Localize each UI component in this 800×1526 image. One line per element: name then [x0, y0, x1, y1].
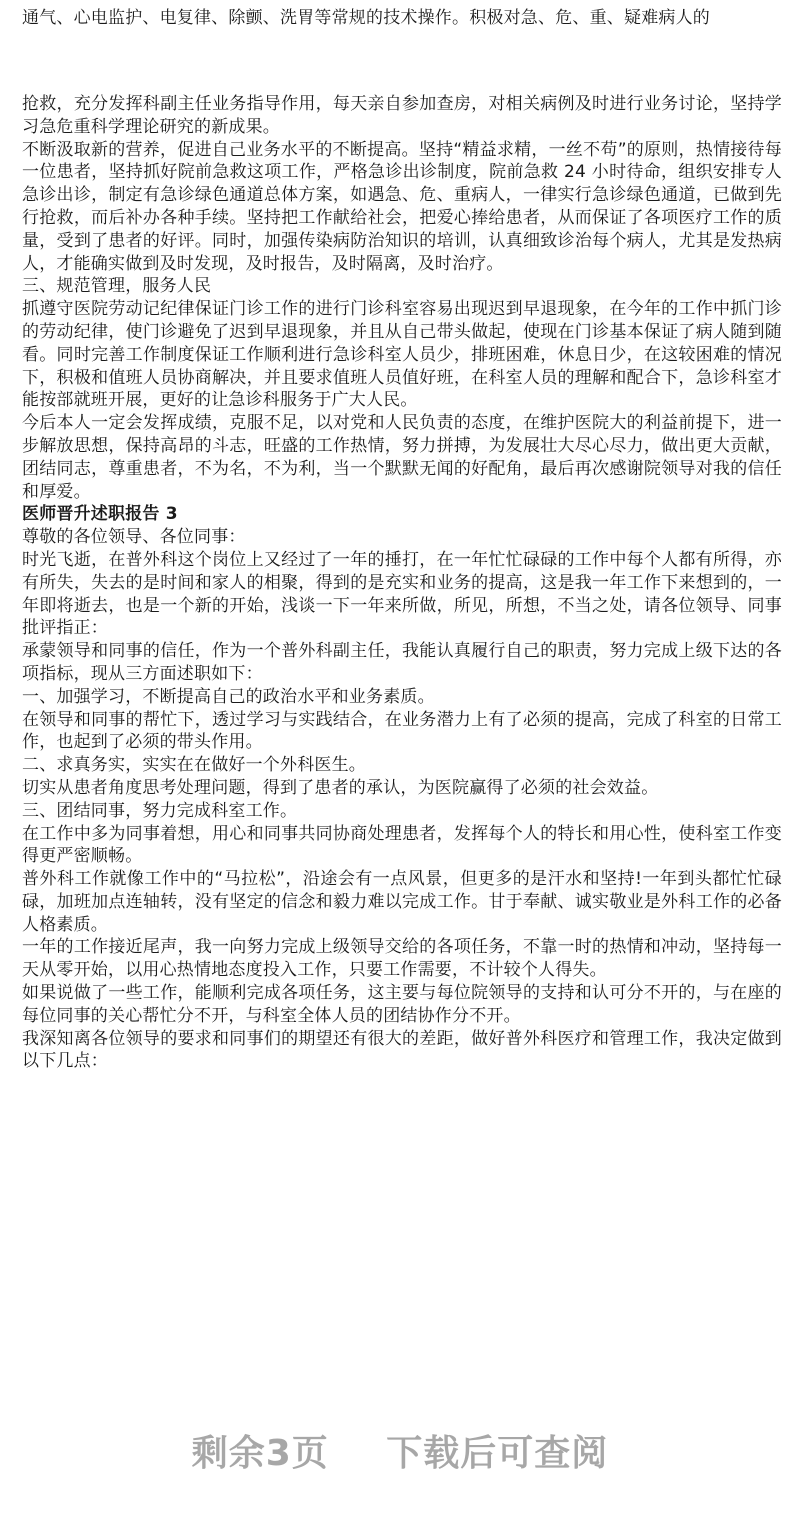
salutation: 尊敬的各位领导、各位同事： — [22, 527, 246, 548]
paragraph: 在工作中多为同事着想，用心和同事共同协商处理患者，发挥每个人的特长和用心性，使科室工作变得更严密顺畅。 — [22, 823, 782, 867]
paragraph: 如果说做了一些工作，能顺利完成各项任务，这主要与每位院领导的支持和认可分不开的，与在座的每位同事的关心帮忙分不开，与科室全体人员的团结协作分不开。 — [22, 983, 782, 1026]
section-heading: 二、求真务实，实实在在做好一个外科医生。 — [22, 755, 366, 776]
remaining-pages-text: 剩余3页 — [191, 1433, 329, 1474]
paragraph: 我深知离各位领导的要求和同事们的期望还有很大的差距，做好普外科医疗和管理工作，我决定做到以下几点： — [22, 1028, 782, 1072]
paragraph: 抓遵守医院劳动记纪律保证门诊工作的进行门诊科室容易出现迟到早退现象，在今年的工作中抓门诊的劳动纪律，使门诊避免了迟到早退现象，并且从自己带头做起，使现在门诊基本保证了病人随到随看。同时完善工作制度保证工作顺利进行急诊科室人员少，排班困难，休息日少，在这较困难的情况下，积极和值班人员协商解决，并且要求值班人员值好班，在科室人员的理解和配合下，急诊科室才能按部就班开展，更好的让急诊科服务于广大人民。 — [22, 299, 782, 411]
section-heading: 三、团结同事，努力完成科室工作。 — [22, 800, 298, 821]
paragraph: 今后本人一定会发挥成绩，克服不足，以对党和人民负责的态度，在维护医院大的利益前提下，进一步解放思想，保持高昂的斗志，旺盛的工作热情，努力拼搏，为发展壮大尽心尽力，做出更大贡献，团结同志，尊重患者，不为名，不为利，当一个默默无闻的好配角，最后再次感谢院领导对我的信任和厚爱。 — [22, 413, 782, 502]
download-to-read-text: 下载后可查阅 — [386, 1433, 609, 1474]
paragraph: 时光飞逝，在普外科这个岗位上又经过了一年的捶打，在一年忙忙碌碌的工作中每个人都有所得，亦有所失，失去的是时间和家人的相聚，得到的是充实和业务的提高，这是我一年工作下来想到的，一年即将逝去，也是一个新的开始，浅谈一下一年来所做，所见，所想，不当之处，请各位领导、同事批评指正： — [22, 549, 782, 639]
top-line: 通气、心电监护、电复律、除颤、洗胃等常规的技术操作。积极对急、危、重、疑难病人的 — [22, 8, 710, 28]
download-prompt[interactable] — [0, 1425, 800, 1476]
paragraph: 切实从患者角度思考处理问题，得到了患者的承认，为医院赢得了必须的社会效益。 — [22, 777, 659, 798]
paragraph: 抢救，充分发挥科副主任业务指导作用，每天亲自参加查房，对相关病例及时进行业务讨论，坚持学习急危重科学理论研究的新成果。 — [22, 94, 782, 137]
section-heading: 一、加强学习，不断提高自己的政治水平和业务素质。 — [22, 686, 435, 707]
document-body — [22, 93, 782, 1073]
section-heading: 三、规范管理，服务人民 — [22, 276, 212, 297]
report-heading: 医师晋升述职报告 3 — [22, 504, 178, 525]
paragraph: 一年的工作接近尾声，我一向努力完成上级领导交给的各项任务，不靠一时的热情和冲动，坚持每一天从零开始，以用心热情地态度投入工作，只要工作需要，不计较个人得失。 — [22, 937, 782, 981]
paragraph: 承蒙领导和同事的信任，作为一个普外科副主任，我能认真履行自己的职责，努力完成上级下达的各项指标，现从三方面述职如下： — [22, 641, 782, 684]
paragraph: 普外科工作就像工作中的“马拉松”，沿途会有一点风景，但更多的是汗水和坚持!一年到头都忙忙碌碌，加班加点连轴转，没有坚定的信念和毅力难以完成工作。甘于奉献、诚实敬业是外科工作的必备人格素质。 — [22, 869, 782, 935]
paragraph: 在领导和同事的帮忙下，透过学习与实践结合，在业务潜力上有了必须的提高，完成了科室的日常工作，也起到了必须的带头作用。 — [22, 709, 782, 753]
paragraph: 不断汲取新的营养，促进自己业务水平的不断提高。坚持“精益求精，一丝不苟”的原则，热情接待每一位患者，坚持抓好院前急救这项工作，严格急诊出诊制度，院前急救 24 小时待命，组织安排专人急诊出诊，制定有急诊绿色通道总体方案，如遇急、危、重病人，一律实行急诊绿色通道，已做到先行抢救，而后补办各种手续。坚持把工作献给社会，把爱心捧给患者，从而保证了各项医疗工作的质量，受到了患者的好评。同时，加强传染病防治知识的培训，认真细致诊治每个病人，尤其是发热病人，才能确实做到及时发现，及时报告，及时隔离，及时治疗。 — [22, 139, 782, 274]
